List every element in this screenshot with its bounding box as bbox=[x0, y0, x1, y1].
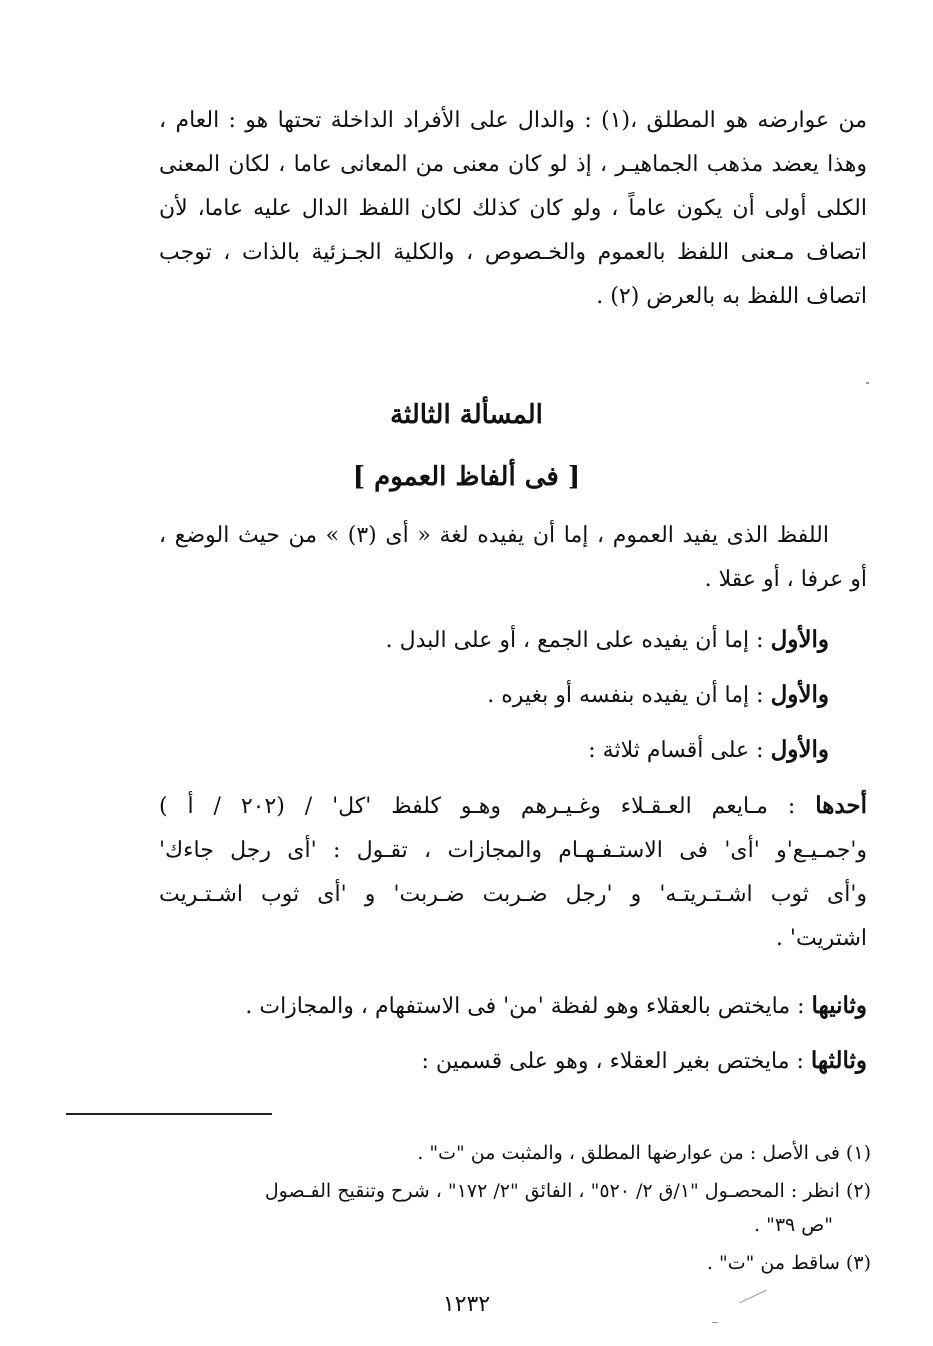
footnote-separator bbox=[66, 1113, 272, 1115]
item-lead: وثالثها bbox=[810, 1047, 867, 1074]
list-item bbox=[159, 618, 867, 663]
scan-mark bbox=[866, 382, 869, 384]
text-line: أو عرفا ، أو عقلا . bbox=[704, 567, 867, 592]
text-line: من عوارضه هو المطلق ،(١) : والدال على الأفراد الداخلة تحتها هو : العام ، bbox=[159, 108, 867, 133]
text-line: وهذا يعضد مذهب الجماهيـر ، إذ لو كان معنى من المعانى عاما ، لكان المعنى bbox=[159, 152, 867, 177]
item-text: على أقسام ثلاثة : bbox=[588, 738, 750, 763]
text-line: اتصاف مـعنى اللفظ بالعموم والخـصوص ، والكلية الجـزئية بالذات ، توجب bbox=[159, 240, 867, 265]
list-item bbox=[159, 673, 867, 718]
item-lead: والأول bbox=[770, 626, 829, 653]
item-separator: : bbox=[749, 628, 771, 653]
list-item bbox=[159, 984, 867, 1029]
text-line: الكلى أولى أن يكون عاماً ، ولو كان كذلك لكان اللفظ الدال عليه عاما، لأن bbox=[159, 196, 867, 221]
text-line: و'أى ثوب اشـتـريتـه' و 'رجل ضـربت ضـربت' و 'أى ثوب اشـتـريت bbox=[159, 882, 867, 907]
section-subtitle: [ فى ألفاظ العموم ] bbox=[352, 462, 581, 492]
footnote-continuation: "ص ٣٩" . bbox=[754, 1214, 833, 1236]
text-line: اشتريت' . bbox=[775, 926, 867, 951]
text-line: اتصاف اللفظ به بالعرض (٢) . bbox=[596, 284, 867, 309]
footnotes bbox=[159, 1136, 871, 1280]
intro-paragraph bbox=[159, 99, 867, 319]
footnote: (١) فى الأصل : من عوارضها المطلق ، والمثبت من "ت" . bbox=[417, 1142, 871, 1164]
footnote: (٣) ساقط من "ت" . bbox=[706, 1252, 871, 1274]
list-item bbox=[159, 1039, 867, 1084]
text-line bbox=[159, 784, 867, 829]
item-text: إما أن يفيده بنفسه أو بغيره . bbox=[487, 683, 750, 708]
item-lead: والأول bbox=[770, 681, 829, 708]
item-text: : مايختص بغير العقلاء ، وهو على قسمين : bbox=[421, 1049, 811, 1074]
paragraph-lead: أحدها bbox=[815, 792, 867, 819]
page-number: ١٢٣٢ bbox=[442, 1292, 491, 1317]
text-line: اللفظ الذى يفيد العموم ، إما أن يفيده لغة « أى (٣) » من حيث الوضع ، bbox=[159, 523, 829, 548]
item-separator: : bbox=[749, 738, 771, 763]
item-text: : مايختص بالعقلاء وهو لفظة 'من' فى الاستفهام ، والمجازات . bbox=[245, 994, 812, 1019]
list-item bbox=[159, 728, 867, 773]
first-category-paragraph bbox=[159, 784, 867, 961]
footnote: (٢) انظر : المحصـول "١/ق ٢/ ٥٢٠" ، الفائق "٢/ ١٧٢" ، شرح وتنقيح الفـصول bbox=[264, 1180, 871, 1202]
item-lead: وثانيها bbox=[811, 992, 867, 1019]
line-text: : مـايعم العـقـلاء وغـيـرهم وهـو كلفظ 'كل' / (٢٠٢ / أ ) bbox=[159, 794, 816, 819]
numbered-items bbox=[159, 618, 867, 773]
item-text: إما أن يفيده على الجمع ، أو على البدل . bbox=[385, 628, 750, 653]
item-lead: والأول bbox=[770, 736, 829, 763]
text-line: و'جمـيـع'و 'أى' فى الاستـفـهـام والمجازات ، تقـول : 'أى رجل جاءك' bbox=[159, 838, 867, 863]
section-title: المسألة الثالثة bbox=[390, 400, 543, 430]
item-separator: : bbox=[749, 683, 771, 708]
opening-paragraph bbox=[159, 514, 867, 602]
scan-mark bbox=[712, 1322, 718, 1323]
second-third-items bbox=[159, 984, 867, 1084]
